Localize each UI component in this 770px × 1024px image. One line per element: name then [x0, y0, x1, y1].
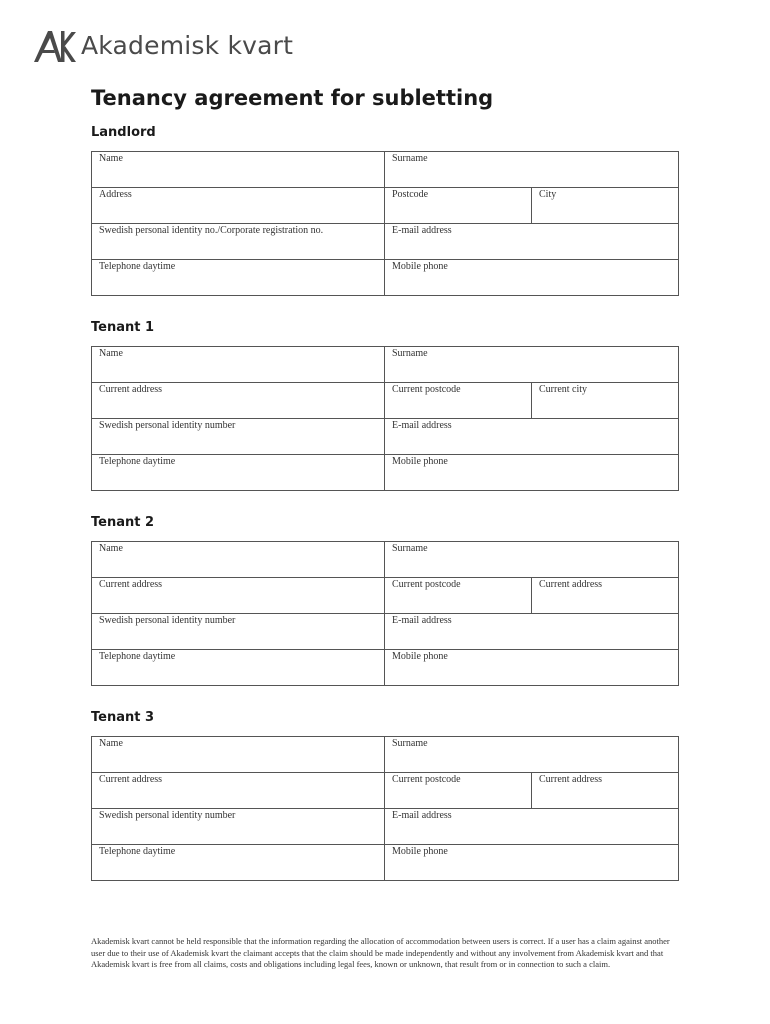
tenant-2-surname-field[interactable] — [385, 542, 679, 578]
field-label: E-mail address — [392, 225, 452, 236]
landlord-email-field[interactable] — [385, 224, 679, 260]
field-label: Telephone daytime — [99, 846, 176, 857]
tenant-3-form — [91, 736, 679, 881]
field-label: Surname — [392, 153, 428, 164]
field-label: Current city — [539, 384, 588, 395]
field-label: Swedish personal identity number — [99, 810, 236, 821]
field-label: Name — [99, 738, 123, 749]
landlord-city-field[interactable] — [532, 188, 679, 224]
landlord-name-field[interactable] — [92, 152, 385, 188]
tenant-1-address-field[interactable] — [92, 383, 385, 419]
tenant-1-mobile-field[interactable] — [385, 455, 679, 491]
field-label: Swedish personal identity number — [99, 420, 236, 431]
section-heading-tenant-3: Tenant 3 — [91, 710, 155, 725]
tenant-2-form — [91, 541, 679, 686]
tenant-1-email-field[interactable] — [385, 419, 679, 455]
field-label: Current address — [99, 384, 163, 395]
field-label: City — [539, 189, 557, 200]
field-label: Name — [99, 348, 123, 359]
landlord-address-field[interactable] — [92, 188, 385, 224]
field-label: Telephone daytime — [99, 651, 176, 662]
tenant-3-surname-field[interactable] — [385, 737, 679, 773]
landlord-form — [91, 151, 679, 296]
field-label: Current address — [539, 774, 603, 785]
tenant-2-id-number-field[interactable] — [92, 614, 385, 650]
field-label: Current address — [539, 579, 603, 590]
tenant-2-mobile-field[interactable] — [385, 650, 679, 686]
tenant-2-city-field[interactable] — [532, 578, 679, 614]
field-label: Telephone daytime — [99, 261, 176, 272]
field-label: Current address — [99, 579, 163, 590]
field-label: Mobile phone — [392, 846, 448, 857]
field-label: Swedish personal identity number — [99, 615, 236, 626]
field-label: Mobile phone — [392, 456, 448, 467]
landlord-surname-field[interactable] — [385, 152, 679, 188]
tenant-3-name-field[interactable] — [92, 737, 385, 773]
field-label: Surname — [392, 348, 428, 359]
tenant-1-surname-field[interactable] — [385, 347, 679, 383]
tenant-3-mobile-field[interactable] — [385, 845, 679, 881]
field-label: Current address — [99, 774, 163, 785]
landlord-phone-day-field[interactable] — [92, 260, 385, 296]
landlord-mobile-field[interactable] — [385, 260, 679, 296]
section-heading-tenant-1: Tenant 1 — [91, 320, 155, 335]
field-label: Name — [99, 153, 123, 164]
field-label: Name — [99, 543, 123, 554]
field-label: Current postcode — [392, 579, 461, 590]
field-label: Swedish personal identity no./Corporate registration no. — [99, 225, 324, 236]
field-label: E-mail address — [392, 615, 452, 626]
tenant-1-phone-day-field[interactable] — [92, 455, 385, 491]
landlord-id-number-field[interactable] — [92, 224, 385, 260]
field-label: Current postcode — [392, 384, 461, 395]
section-heading-landlord: Landlord — [91, 125, 156, 140]
tenant-2-name-field[interactable] — [92, 542, 385, 578]
tenant-2-phone-day-field[interactable] — [92, 650, 385, 686]
disclaimer-text: Akademisk kvart cannot be held responsible that the information regarding the allocation of accommodation between users is correct. If a user has a claim against another user due to their use of Akademisk kvart the claimant accepts that the claim should be made independently and without any involvement from Akademisk kvart and that Akademisk kvart is free from all claims, costs and obligations including legal fees, known or unknown, that result from or in connection to such a claim. — [91, 936, 670, 969]
tenant-2-postcode-field[interactable] — [385, 578, 532, 614]
tenant-2-address-field[interactable] — [92, 578, 385, 614]
tenant-3-email-field[interactable] — [385, 809, 679, 845]
field-label: Address — [99, 189, 132, 200]
field-label: Surname — [392, 738, 428, 749]
tenant-1-postcode-field[interactable] — [385, 383, 532, 419]
page-title: Tenancy agreement for subletting — [91, 86, 494, 110]
tenant-3-postcode-field[interactable] — [385, 773, 532, 809]
tenant-3-address-field[interactable] — [92, 773, 385, 809]
field-label: Mobile phone — [392, 261, 448, 272]
tenant-1-form — [91, 346, 679, 491]
tenant-3-city-field[interactable] — [532, 773, 679, 809]
section-heading-tenant-2: Tenant 2 — [91, 515, 155, 530]
tenant-1-name-field[interactable] — [92, 347, 385, 383]
logo — [33, 28, 293, 64]
tenant-3-phone-day-field[interactable] — [92, 845, 385, 881]
tenant-1-id-number-field[interactable] — [92, 419, 385, 455]
field-label: E-mail address — [392, 810, 452, 821]
field-label: E-mail address — [392, 420, 452, 431]
logo-text: Akademisk kvart — [81, 31, 294, 60]
field-label: Surname — [392, 543, 428, 554]
field-label: Current postcode — [392, 774, 461, 785]
field-label: Telephone daytime — [99, 456, 176, 467]
landlord-postcode-field[interactable] — [385, 188, 532, 224]
tenant-3-id-number-field[interactable] — [92, 809, 385, 845]
field-label: Mobile phone — [392, 651, 448, 662]
tenant-1-city-field[interactable] — [532, 383, 679, 419]
tenant-2-email-field[interactable] — [385, 614, 679, 650]
field-label: Postcode — [392, 189, 429, 200]
ak-monogram-icon — [33, 29, 77, 63]
